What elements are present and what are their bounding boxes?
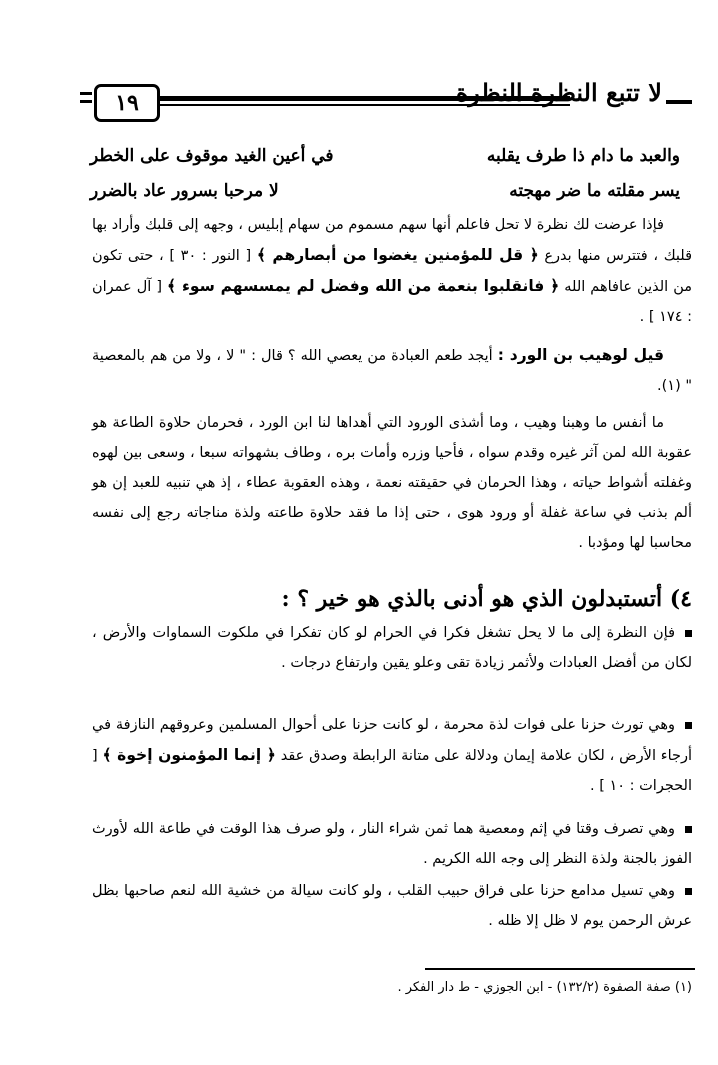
quran-quote: ﴿ قل للمؤمنين يغضوا من أبصارهم ﴾	[256, 246, 539, 264]
running-title: لا تتبع النظرة النظرة	[455, 78, 662, 107]
narrator-name: قيل لوهيب بن الورد :	[497, 346, 664, 364]
bullet-text: فإن النظرة إلى ما لا يحل تشغل فكرا في الحرام لو كان تفكرا في ملكوت السماوات والأرض ، لكان من أفضل العبادات ولأثمر زيادة تقى وعلو يقين وارتفاع درجات .	[92, 625, 692, 671]
quran-quote: ﴿ فانقلبوا بنعمة من الله وفضل لم يمسسهم سوء ﴾	[167, 277, 560, 295]
bullet-text: وهي تورث حزنا على فوات لذة محرمة ، لو كانت حزنا على أحوال المسلمين وعروقهم النازفة في أرجاء الأرض ، لكان علامة إيمان ودلالة على متانة الرابطة وصدق عقد	[92, 717, 693, 764]
paragraph-3	[92, 408, 692, 558]
bullet-item	[92, 710, 692, 801]
paragraph-text: أيجد طعم العبادة من يعصي الله ؟ قال : " لا ، ولا من هم بالمعصية " (١).	[92, 348, 692, 394]
bullet-text: وهي تصرف وقتا في إثم ومعصية هما ثمن شراء النار ، ولو صرف هذا الوقت في طاعة الله لأورث الفوز بالجنة ولذة النظر إلى وجه الله الكريم .	[92, 821, 692, 867]
page-number: ١٩	[94, 84, 160, 122]
bullet-item	[92, 876, 692, 936]
bullet-text: وهي تسيل مدامع حزنا على فراق حبيب القلب ، ولو كانت سيالة من خشية الله لنعم صاحبها بظل عرش الرحمن يوم لا ظل إلا ظله .	[92, 883, 692, 929]
verse-hemistich-left: لا مرحبا بسرور عاد بالضرر	[90, 181, 279, 201]
bullet-square-icon	[685, 722, 692, 729]
bullet-square-icon	[685, 826, 692, 833]
bullet-item	[92, 618, 692, 678]
footnote-divider	[425, 968, 695, 970]
bullet-item	[92, 814, 692, 874]
header-ornament-left	[80, 92, 92, 108]
paragraph-text: فإذا عرضت لك نظرة لا تحل فاعلم أنها سهم مسموم من سهام إبليس ، وجهه إلى قلبك وأراد بها قلبك ، فتترس منها بدرع	[92, 217, 693, 264]
section-heading: ٤) أتستبدلون الذي هو أدنى بالذي هو خير ؟ :	[281, 586, 692, 612]
header-ornament-right	[666, 100, 692, 104]
verse-hemistich-right: يسر مقلته ما ضر مهجته	[509, 181, 680, 201]
citation: [ الحجرات : ١٠ ] .	[92, 748, 692, 794]
verse-hemistich-left: في أعين الغيد موقوف على الخطر	[90, 146, 334, 166]
bullet-square-icon	[685, 888, 692, 895]
citation: [ النور : ٣٠ ] ، حتى تكون من الذين عافاهم الله	[92, 248, 693, 295]
paragraph-text: ما أنفس ما وهبنا وهيب ، وما أشذى الورود التي أهداها لنا ابن الورد ، فحرمان حلاوة الطاعة هو عقوبة الله لمن آثر غيره وقدم سواه ، فأحيا وزره وأمات بره ، وطاف بشهواته سبعا ، وسعى بين لهوه وغفلته أشواط حياته ، وهذا الحرمان في حقيقته نعمة ، وهذه العقوبة عطاء ، إذ هي تنبيه للعبد إن هو ألم بذنب في ساعة غفلة أو ورود هوى ، حتى إذا ما فقد حلاوة طاعته ولذة مناجاته رجع إلى نفسه محاسبا لها ومؤدبا .	[92, 415, 692, 551]
quran-quote: ﴿ إنما المؤمنون إخوة ﴾	[102, 746, 276, 764]
citation: [ آل عمران : ١٧٤ ] .	[92, 279, 692, 325]
paragraph-2	[92, 340, 692, 401]
footnote: (١) صفة الصفوة (١٣٢/٢) - ابن الجوزي - ط دار الفكر .	[397, 980, 692, 995]
paragraph-1	[92, 210, 692, 332]
bullet-square-icon	[685, 630, 692, 637]
page-header	[80, 78, 692, 124]
verse-hemistich-right: والعبد ما دام ذا طرف يقلبه	[486, 146, 680, 166]
